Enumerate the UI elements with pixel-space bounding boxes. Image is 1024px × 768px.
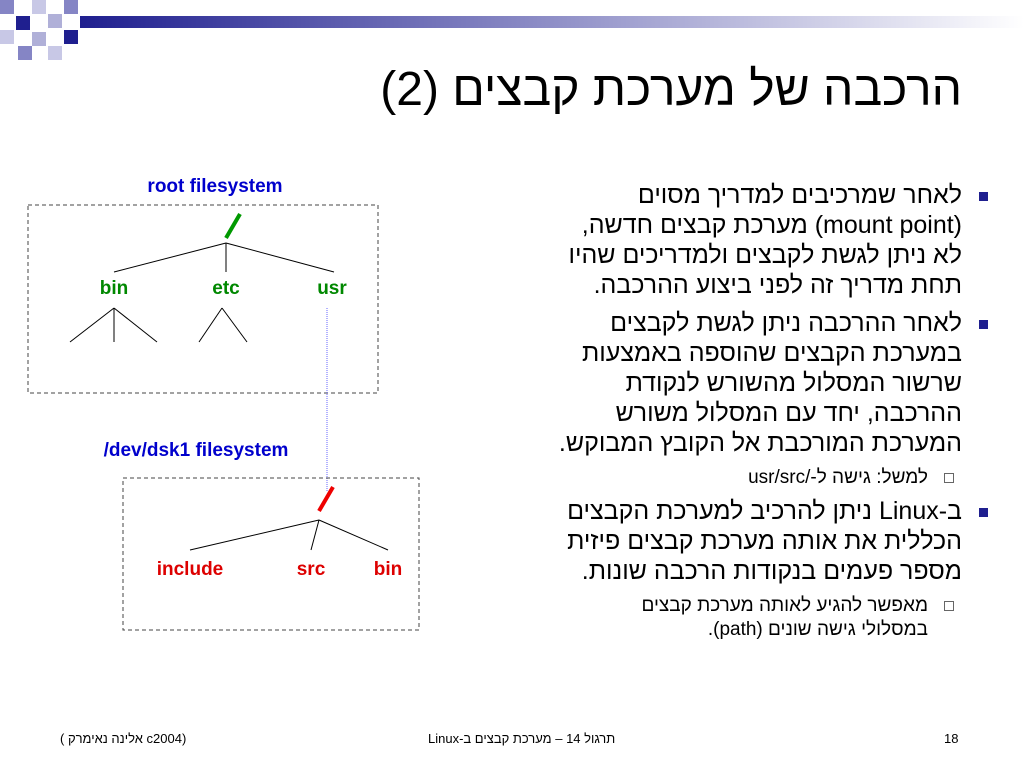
bullet-list — [418, 180, 988, 648]
tree-branch — [222, 308, 247, 342]
page-number: 18 — [944, 731, 959, 746]
tree-branch — [70, 308, 114, 342]
filesystem-diagram — [0, 0, 420, 640]
footer-copyright: (c2004 אלינה נאימרק ) — [60, 731, 187, 746]
slide-title: הרכבה של מערכת קבצים (2) — [380, 63, 962, 116]
tree-branch — [226, 243, 334, 272]
bullet-mount-hides: לאחר שמרכיבים למדריך מסוים (mount point) מערכת קבצים חדשה, לא ניתן לגשת לקבצים ולמדריכים שהיו תחת מדריך זה לפני ביצוע ההרכבה. — [418, 180, 988, 300]
bullet-square-icon — [979, 192, 988, 201]
node-bin: bin — [99, 278, 129, 299]
tree-branch — [114, 243, 226, 272]
tree-branch — [311, 520, 319, 550]
hollow-square-icon — [944, 473, 954, 483]
footer-course-title: תרגול 14 – מערכת קבצים ב-Linux — [428, 731, 616, 746]
mount-slash — [319, 487, 333, 511]
node-include: include — [156, 559, 224, 580]
bullet-square-icon — [979, 508, 988, 517]
node-usr: usr — [317, 278, 347, 299]
tree-branch — [114, 308, 157, 342]
bullet-linux-multi-mount: ב-Linux ניתן להרכיב למערכת הקבצים הכללית את אותה מערכת קבצים פיזית מספר פעמים בנקודות הרכבה שונות. — [418, 496, 988, 586]
bullet-access-after-mount: לאחר ההרכבה ניתן לגשת לקבצים במערכת הקבצים שהוספה באמצעות שרשור המסלול מהשורש לנקודת ההרכבה, יחד עם המסלול משורש המערכת המורכבת אל הקובץ המבוקש. — [418, 308, 988, 458]
tree-branch — [190, 520, 319, 550]
dev-filesystem-caption: /dev/dsk1 filesystem — [103, 440, 289, 461]
dev-filesystem-box — [123, 478, 419, 630]
tree-branch — [199, 308, 222, 342]
sub-bullet-example: למשל: גישה ל-/usr/src — [418, 466, 988, 490]
bullet-square-icon — [979, 320, 988, 329]
sub-bullet-paths: מאפשר להגיע לאותה מערכת קבצים במסלולי גישה שונים (path). — [418, 594, 988, 642]
node-bin-dev: bin — [373, 559, 403, 580]
hollow-square-icon — [944, 601, 954, 611]
node-etc: etc — [212, 278, 240, 299]
root-slash — [226, 214, 240, 238]
node-src: src — [296, 559, 326, 580]
tree-branch — [319, 520, 388, 550]
root-filesystem-caption: root filesystem — [147, 176, 283, 197]
root-filesystem-box — [28, 205, 378, 393]
